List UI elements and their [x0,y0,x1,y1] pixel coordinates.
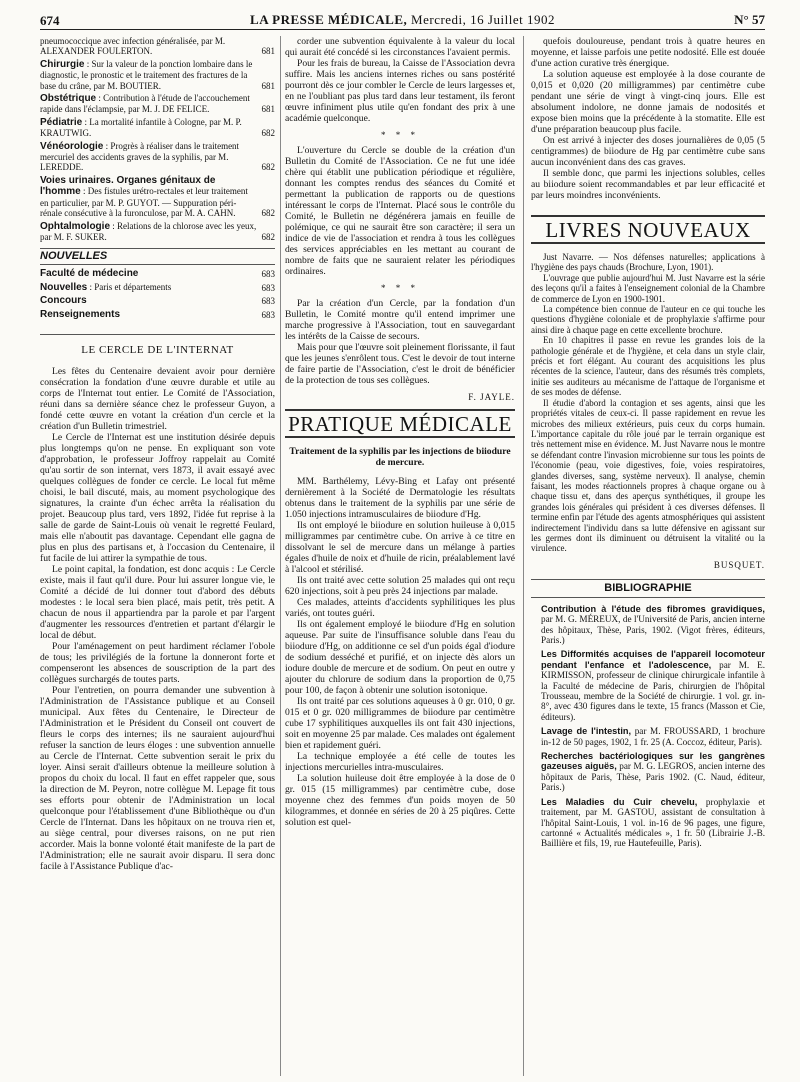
paragraph: Ces malades, atteints d'accidents syphilitiques les plus variés, ont toutes guéri. [285,597,515,619]
issue-date: Mercredi, 16 Juillet 1902 [411,12,555,27]
bibliography-entry [531,649,765,722]
toc-item-title: Voies urinaires. Organes génitaux de l'homme [40,174,216,198]
paragraph: Pour l'entretien, on pourra demander une subvention à l'Administration de l'Assistance publique et au Conseil municipal. Aux fêtes du Centenaire, le Directeur de l'Administration et le Président du Conseil ont couvert de fleurs le corps des internes; ils ne sauraient aujourd'hui refuser la sanction de leurs éloges : une subvention annuelle au Cercle de l'Internat. Cette subvention serait le prix du loyer. Ainsi serait d'ailleurs obtenue la meilleure solution à propos du choix du local. Il faut en effet rappeler que, sous la direction de M. Peyron, notre collègue M. Lepage fit tous ses efforts pour obtenir de l'Administration un local quelconque pour l'établissement d'une Bibliothèque ou d'un Cercle de l'Internat. Dans les hôpitaux on ne trouva rien et, au siège central, pour diverses raisons, on ne put rien accorder. Mais la bonne volonté était manifeste de la part de l'Administration; elle ne saurait avoir disparu. Il sera donc facile à l'Assistance Publique d'ac- [40,684,275,872]
author-signature: F. JAYLE. [468,392,515,402]
toc-item-title: Concours [40,295,87,307]
paragraph: La solution aqueuse est employée à la dose courante de 0,015 et 0,020 (20 milligrammes) par centimètre cube pendant une série de vingt à vingt-cinq jours. Elle est absolument indolore, ne donne jamais de nodosités et expose bien moins que la précédente à la stomatite. Elle est d'une préparation beaucoup plus facile. [531,69,765,135]
paragraph: MM. Barthélemy, Lévy-Bing et Lafay ont présenté dernièrement à la Société de Dermatologie les résultats obtenus dans le traitement de la syphilis par une série de 1.050 injections intramusculaires de biiodure d'Hg. [285,476,515,520]
toc-item-page: 683 [261,269,275,280]
toc-item-title: Nouvelles [40,281,88,293]
paragraph: Les fêtes du Centenaire devaient avoir pour dernière consécration la fondation d'une œuvre durable et utile au corps de l'Internat tout entier. Le Comité de l'Association, réuni dans sa dernière séance chez le professeur Guyon, a fondé cette œuvre en votant la création d'un cercle et la création d'un Bulletin trimestriel. [40,365,275,432]
bibliography-entry [531,726,765,747]
paragraph: Pour l'aménagement on peut hardiment réclamer l'obole de tous; les privilégiés de la fortune la donneront forte et compenseront les absences de souscription de la part des collègues surchargés de toutes parts. [40,640,275,685]
toc-item [40,175,275,219]
paragraph: Ils ont traité par ces solutions aqueuses à 0 gr. 010, 0 gr. 015 et 0 gr. 020 milligrammes de biiodure par centimètre cube 17 syphilitiques auxquelles ils ont fait 430 injections, soit en moyenne 25 par malade. Ces malades ont également bien et rapidement guéri. [285,696,515,751]
bibliography-entry [531,751,765,793]
toc-item-page: 682 [261,162,275,173]
nouvelles-heading: NOUVELLES [40,248,275,265]
toc-item-page: 682 [261,208,275,219]
toc-item-title: Faculté de médecine [40,268,139,280]
page-header [40,5,765,30]
toc-item-text: : Progrès à réaliser dans le traitement mercuriel des accidents graves de la syphilis, par M. LEREDDE. [40,140,240,173]
toc-item [40,93,275,115]
paragraph: Ils ont employé le biiodure en solution huileuse à 0,015 milligrammes par centimètre cube. On arrive à ce titre en dissolvant le sel de mercure dans un mélange à parties égales d'huile de noix et d'huile de ricin, préalablement lavé à l'alcool et stérilisé. [285,520,515,575]
toc-item [40,36,275,57]
paragraph: En 10 chapitres il passe en revue les grandes lois de la pathologie générale et de l'hygiène, et cela dans un style clair, précis et fort élégant. Au courant des acquisitions les plus récentes de la science, l'auteur, dans des résumés très complets, initie ses auditeurs au mécanisme de l'attaque de l'organisme et de ses modes de défense. [531,335,765,398]
article-body [40,366,275,872]
toc-item-page: 681 [261,46,275,57]
toc-item-title: Ophtalmologie [40,220,110,232]
bibliography-entry-title: Les Maladies du Cuir chevelu, [541,796,698,807]
pratique-heading: PRATIQUE MÉDICALE [285,409,515,438]
issue-number: N° 57 [734,12,765,27]
paragraph: La solution huileuse doit être employée à la dose de 0 gr. 015 (15 milligrammes) par centimètre cube, dose moyenne chez des femmes d'un poids moyen de 50 kilogrammes, et donnée en séries de 20 à 25 piqûres. Cette solution est quel- [285,773,515,828]
toc-item-page: 683 [261,296,275,307]
bibliography-entry-title: Recherches bactériologiques sur les gangrènes gazeuses aiguës, [541,751,765,772]
bibliographie-list [531,604,765,849]
toc-item-page: 681 [261,80,275,91]
paragraph: Le Cercle de l'Internat est une institution désirée depuis plus longtemps qu'on ne pense. En expliquant son vote d'approbation, le professeur Joffroy rappelait au Comité qu'au sortir de son internat, vers 1873, il avait essayé avec quelques collègues de fonder ce cercle. Le local fut même choisi, le bail discuté, mais, au moment psychologique des signatures, la crainte d'un échec arrêta la réalisation du projet. Beaucoup plus tard, vers 1892, l'idée fut reprise à la salle de garde de Saint-Louis où venait le regretté Feulard, mais elle n'aboutit pas davantage. Cependant elle gagna de plus en plus des partisans et, à l'occasion du Centenaire, il fut facile de lui attirer la sympathie de tous. [40,431,275,564]
pratique-body-continued [531,36,765,201]
toc-item-text: : Relations de la chlorose avec les yeux, par M. F. SUKER. [40,220,257,242]
toc-item [40,141,275,173]
paragraph: Just Navarre. — Nos défenses naturelles; applications à l'hygiène des pays chauds (Brochure, Lyon, 1901). [531,252,765,273]
paragraph: Ils ont également employé le biiodure d'Hg en solution aqueuse. Par suite de l'insuffisance soluble dans l'eau du biiodure d'Hg, on additionne ce sel d'un poids égal d'iodure de sodium desséché et purifié, et on injecte dès alors un iodure double de mercure et de sodium. On peut en outre y ajouter du chlorure de sodium dans la proportion de 0,75 pour 100, de façon à obtenir une solution isotonique. [285,619,515,696]
column-rule [280,36,281,1076]
bibliography-entry-text: prophylaxie et traitement, par M. GASTOU, assistant de consultation à l'hôpital Saint-Louis, 1 vol. in-16 de 96 pages, une figure, cartonné « Actualités médicales », 1 fr. 50 (Librairie J.-B. Baillière et fils, 19, rue Hautefeuille, Paris). [541,796,765,849]
nouvelles-list [40,268,275,320]
bibliography-entry-text: par M. FROUSSARD, 1 brochure in-12 de 50 pages, 1902, 1 fr. 25 (A. Coccoz, éditeur, Paris). [541,726,765,747]
toc-item [40,221,275,243]
section-separator: * * * [381,283,419,293]
toc-item [40,309,275,320]
toc-item-text: : Sur la valeur de la ponction lombaire dans le diagnostic, le pronostic et le traitement des fractures de la base du crâne, par M. BOUTIER. [40,58,253,91]
masthead [40,12,765,28]
toc-item-page: 682 [261,231,275,242]
section-separator: * * * [381,130,419,140]
bibliography-entry-title: Contribution à l'étude des fibromes gravidiques, [541,603,765,614]
bibliography-entry-text: par M. G. LEGROS, ancien interne des hôpitaux de Paris, Thèse, Paris 1902. (C. Naud, éditeur, Paris.) [541,761,765,793]
column-3 [531,36,765,1078]
toc-item-text: : Des fistules urétro-rectales et leur traitement en particulier, par M. P. GUYOT. — Suppuration péri-rénale consécutive à la furonculose, par M. A. CAHN. [40,186,248,219]
article-body-bulletin [285,145,515,277]
bibliography-entry [531,604,765,646]
column-1 [40,36,275,1078]
paragraph: La compétence bien connue de l'auteur en ce qui touche les questions d'hygiène coloniale et de prophylaxie s'affirme pour ainsi dire à chaque page en cette excellente brochure. [531,304,765,335]
toc-item [40,59,275,91]
paragraph: L'ouvrage que publie aujourd'hui M. Just Navarre est la série des leçons qu'il a faites à l'enseignement colonial de la Chambre de commerce de Lyon en 1900-1901. [531,272,765,304]
journal-title: LA PRESSE MÉDICALE, [250,12,408,27]
article-title: LE CERCLE DE L'INTERNAT [40,334,275,356]
toc-item [40,268,275,279]
paragraph: Ils ont traité avec cette solution 25 malades qui ont reçu 620 injections, soit à peu près 24 injections par malade. [285,575,515,597]
paragraph: Pour les frais de bureau, la Caisse de l'Association devra suffire. Mais les anciens internes riches ou sans postérité pourront dès ce jour combler le Cercle de leurs largesses et, en ne l'oubliant pas plus tard dans leur testament, ils feront œuvre infiniment plus utile qu'en fondant des prix à une académie quelconque. [285,58,515,124]
article-body-conclusion [285,298,515,386]
toc-item [40,282,275,293]
toc-item [40,295,275,306]
toc-item-page: 681 [261,104,275,115]
paragraph: quefois douloureuse, pendant trois à quatre heures en moyenne, et laisse parfois une petite nodosité. Elle est douée d'une action curative très énergique. [531,36,765,69]
bibliography-entry-text: par M. E. KIRMISSON, professeur de clinique chirurgicale infantile à la Faculté de médecine de Paris, chirurgien de l'hôpital Trousseau, membre de la Société de chirurgie. 1 vol. gr. in-8°, avec 430 figures dans le texte, 15 francs (Masson et Cie, éditeurs). [541,659,765,722]
bibliography-entry-text: par M. G. MÉREUX, de l'Université de Paris, ancien interne des hôpitaux, Thèse, Paris, 1902. (Vigot frères, éditeurs, Paris.) [541,614,765,645]
toc-item-title: Pédiatrie [40,116,83,128]
page-number: 674 [40,13,60,28]
paragraph: L'ouverture du Cercle se double de la création d'un Bulletin du Comité de l'Association. Ce ne fut une idée chère qui établit une publication périodique et régulière, donnant les comptes rendus des séances du Comité et permettant la publication de rapports ou de questions intéressant le corps de l'Internat. Placé sous le contrôle du Comité, le Bulletin ne dégénérera jamais en feuille de polémique, ce qui ne saurait être son caractère; il sera un indice de vie de l'association et rendra à tous les collègues des services appréciables en les mettant au courant de nombre de faits que ne sauraient relater les périodiques ordinaires. [285,145,515,277]
toc-item-page: 683 [261,309,275,320]
livres-body [531,252,765,554]
toc-item-title: Renseignements [40,308,121,320]
paragraph: corder une subvention équivalente à la valeur du local qui aurait été concédé si les circonstances l'avaient permis. [285,36,515,58]
pratique-body [285,476,515,828]
toc-item-title: Obstétrique [40,93,97,105]
bibliography-entry [531,797,765,849]
column-2 [285,36,515,1078]
toc-item-page: 683 [261,282,275,293]
toc-item [40,117,275,139]
toc-item-text: : La mortalité infantile à Cologne, par M. P. KRAUTWIG. [40,116,242,139]
paragraph: Il semble donc, que parmi les injections solubles, celles au biiodure soient recommandables et par leur efficacité et par leurs moindres inconvénients. [531,168,765,201]
toc-item-text: : Paris et départements [87,281,172,292]
livres-heading: LIVRES NOUVEAUX [531,215,765,244]
toc-item-text: pneumococcique avec infection généralisée, par M. ALEXANDER FOULERTON. [40,36,226,57]
toc-item-title: Vénéorologie [40,140,104,152]
paragraph: La technique employée a été celle de toutes les injections mercurielles intra-musculaires. [285,751,515,773]
review-signature: BUSQUET. [713,559,765,570]
paragraph: Le point capital, la fondation, est donc acquis : Le Cercle existe, mais il faut qu'il dure. Pour lui assurer longue vie, le Comité a décidé de lui donner tout d'abord des débuts modestes : le local sera bien placé, mais petit, très petit. A chacun de nous il appartiendra par la parole et par l'argent d'augmenter les ressources d'entretien et partant d'élargir le local de début. [40,563,275,641]
bibliographie-heading: BIBLIOGRAPHIE [531,579,765,598]
article-body-continued [285,36,515,124]
table-of-contents [40,36,275,242]
toc-item-page: 682 [261,128,275,139]
paragraph: Mais pour que l'œuvre soit pleinement florissante, il faut que les jeunes s'enrôlent tous. C'est le devoir de tout interne de faire partie de l'Association, c'est le droit de bénéficier de la protection de tous ses collègues. [285,342,515,386]
bibliography-entry-title: Lavage de l'intestin, [541,726,632,737]
bibliography-entry-title: Les Difformités acquises de l'appareil locomoteur pendant l'enfance et l'adolescence, [541,649,765,670]
toc-item-title: Chirurgie [40,58,85,70]
pratique-subtitle: Traitement de la syphilis par les injections de biiodure de mercure. [289,446,511,468]
toc-item-text: : Contribution à l'étude de l'accouchement rapide dans l'éclampsie, par M. J. DE FELICE. [40,93,250,115]
column-rule [523,36,524,1076]
paragraph: Par la création d'un Cercle, par la fondation d'un Bulletin, le Comité montre qu'il entend imprimer une marche progressive à l'Association, tout en sauvegardant les intérêts de la Caisse de secours. [285,298,515,342]
paragraph: Il étudie d'abord la contagion et ses agents, ainsi que les propriétés vitales de ceux-ci. Il passe rapidement en revue les microbes des milieux extérieurs, puis ceux du corps humain. L'importance capitale du rôle joué par le terrain organique est très nettement mise en évidence. M. Just Navarre nous le montre se défendant contre l'invasion microbienne sur tous les points de l'économie (peau, voie digestives, foie, voies respiratoires, glandes diverses, sang, système nerveux). Il analyse, chemin faisant, les modes réactionnels propres à chaque organe ou à chaque tissu et, dans des aperçus synthétiques, il groupe les grandes lois générales qui président à ces diverses défenses. Il termine enfin par l'étude des agents atmosphériques qui assistent indirectement l'individu dans sa lutte défensive en agissant sur les germes dont ils diminuent ou détruisent la vitalité ou la virulence. [531,397,765,554]
paragraph: On est arrivé à injecter des doses journalières de 0,05 (5 centigrammes) de biiodure de Hg par centimètre cube sans aucun inconvénient dans des cas graves. [531,135,765,168]
